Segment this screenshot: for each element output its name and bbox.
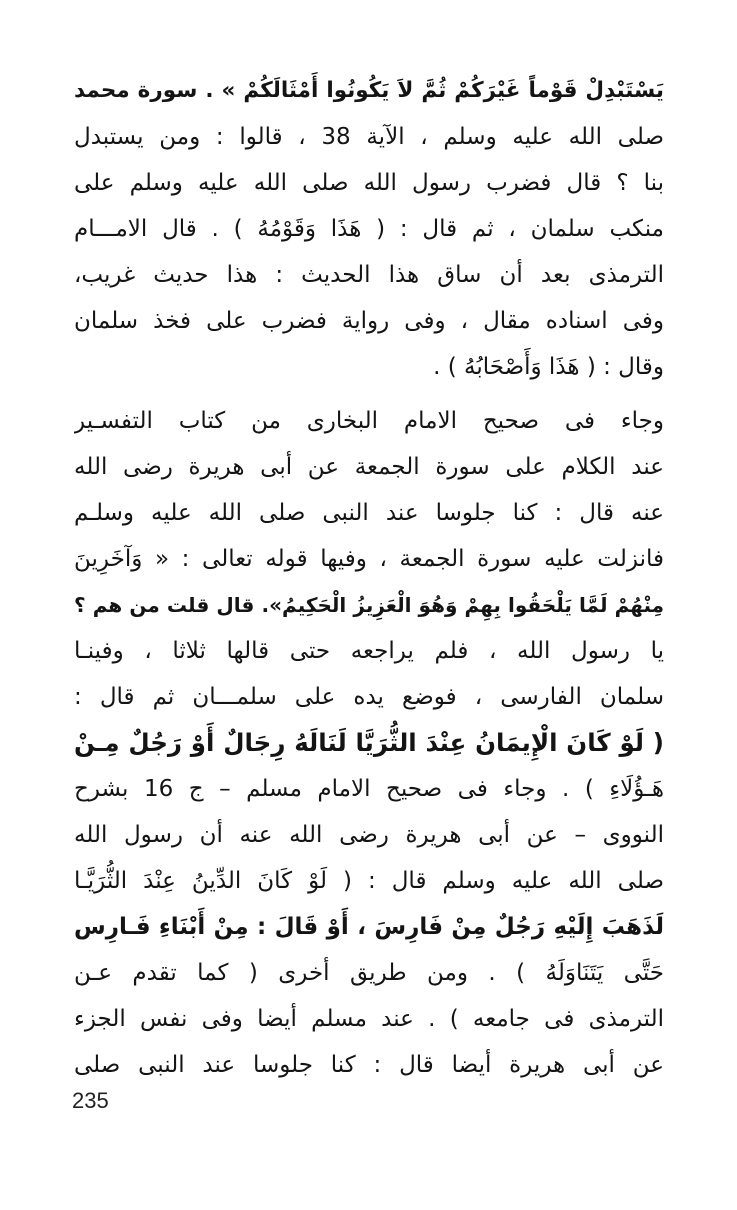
page-number: 235	[72, 1088, 109, 1113]
text-line: ( لَوْ كَانَ الْإِيمَانُ عِنْدَ الثُّرَيَّا لَنَالَهُ رِجَالٌ أَوْ رَجُلٌ مِـنْ	[74, 728, 664, 757]
text-line: يَسْتَبْدِلْ قَوْماً غَيْرَكُمْ ثُمَّ لاَ يَكُونُوا أَمْثَالَكُمْ » . سورة محمد	[74, 78, 664, 103]
text-line: سلمان الفارسى ، فوضع يده على سلمـــان ثم قال :	[74, 684, 664, 710]
text-line: عن أبى هريرة أيضا قال : كنا جلوسا عند النبى صلى	[74, 1052, 664, 1078]
text-line: حَتَّى يَتَنَاوَلَهُ ) . ومن طريق أخرى ( كما تقدم عـن	[74, 960, 664, 986]
text-line: هَـؤُلَاءِ ) . وجاء فى صحيح الامام مسلم – ج 16 بشرح	[74, 776, 664, 802]
paragraph-2	[74, 398, 664, 1088]
text-line: يا رسول الله ، فلم يراجعه حتى قالها ثلاثا ، وفينـا	[74, 638, 664, 664]
text-line: وقال : ( هَذَا وَأَصْحَابُهُ ) .	[433, 354, 664, 380]
text-line: لَذَهَبَ إِلَيْهِ رَجُلٌ مِنْ فَارِسَ ، أَوْ قَالَ : مِنْ أَبْنَاءِ فَـارِس	[74, 914, 664, 940]
text-line: الترمذى فى جامعه ) . عند مسلم أيضا وفى نفس الجزء	[74, 1006, 664, 1032]
text-line: صلى الله عليه وسلم ، الآية 38 ، قالوا : ومن يستبدل	[74, 124, 664, 150]
text-line: صلى الله عليه وسلم قال : ( لَوْ كَانَ الدِّينُ عِنْدَ الثُّرَيَّـا	[74, 868, 664, 894]
text-line: وجاء فى صحيح الامام البخارى من كتاب التفسـير	[74, 408, 664, 434]
text-line: عنه قال : كنا جلوسا عند النبى صلى الله عليه وسلـم	[74, 500, 664, 526]
text-line: منكب سلمان ، ثم قال : ( هَذَا وَقَوْمُهُ ) . قال الامـــام	[74, 216, 664, 242]
text-line: مِنْهُمْ لَمَّا يَلْحَقُوا بِهِمْ وَهُوَ الْعَزِيزُ الْحَكِيمُ». قال قلت من هم ؟	[74, 593, 664, 617]
paragraph-1	[74, 68, 664, 390]
text-line: عند الكلام على سورة الجمعة عن أبى هريرة رضى الله	[74, 454, 664, 480]
text-line: وفى اسناده مقال ، وفى رواية فضرب على فخذ سلمان	[74, 308, 664, 334]
text-line: بنا ؟ قال فضرب رسول الله صلى الله عليه وسلم على	[74, 170, 664, 196]
text-line: فانزلت عليه سورة الجمعة ، وفيها قوله تعالى : « وَآخَرِينَ	[74, 546, 664, 572]
text-line: الترمذى بعد أن ساق هذا الحديث : هذا حديث غريب،	[74, 262, 664, 288]
text-line: النووى – عن أبى هريرة رضى الله عنه أن رسول الله	[74, 822, 664, 848]
